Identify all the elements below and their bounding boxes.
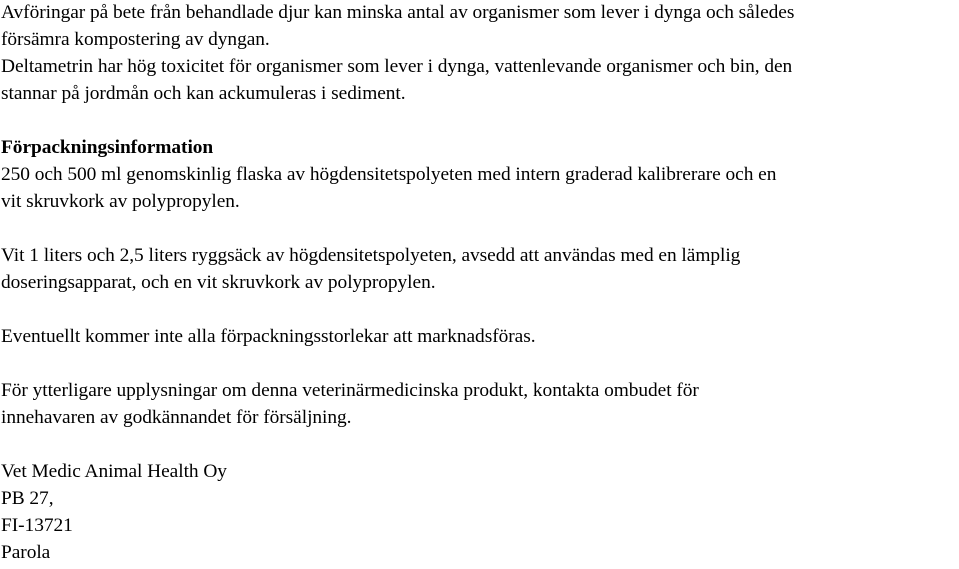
text-line: 250 och 500 ml genomskinlig flaska av högdensitetspolyeten med intern graderad kalibrerare och en — [1, 164, 777, 185]
spacer — [1, 296, 957, 323]
packaging-section — [1, 134, 957, 215]
address-po-box: PB 27, — [1, 488, 54, 509]
environment-paragraph — [1, 0, 957, 107]
packaging-heading: Förpackningsinformation — [1, 137, 214, 158]
address-postal-code: FI-13721 — [1, 515, 73, 536]
text-line: För ytterligare upplysningar om denna veterinärmedicinska produkt, kontakta ombudet för — [1, 380, 699, 401]
text-line: Avföringar på bete från behandlade djur kan minska antal av organismer som lever i dynga och således — [1, 2, 795, 23]
sizes-paragraph — [1, 323, 957, 350]
document-page — [1, 0, 957, 566]
backpack-paragraph — [1, 242, 957, 296]
text-line: stannar på jordmån och kan ackumuleras i sediment. — [1, 83, 406, 104]
spacer — [1, 107, 957, 134]
address-city: Parola — [1, 542, 51, 563]
company-name: Vet Medic Animal Health Oy — [1, 461, 227, 482]
text-line: försämra kompostering av dyngan. — [1, 29, 270, 50]
text-line: Eventuellt kommer inte alla förpackningsstorlekar att marknadsföras. — [1, 326, 536, 347]
text-line: vit skruvkork av polypropylen. — [1, 191, 240, 212]
text-line: Vit 1 liters och 2,5 liters ryggsäck av högdensitetspolyeten, avsedd att användas med en lämplig — [1, 245, 741, 266]
contact-paragraph — [1, 377, 957, 431]
address-block — [1, 458, 957, 566]
text-line: innehavaren av godkännandet för försäljning. — [1, 407, 352, 428]
spacer — [1, 350, 957, 377]
spacer — [1, 431, 957, 458]
spacer — [1, 215, 957, 242]
text-line: Deltametrin har hög toxicitet för organismer som lever i dynga, vattenlevande organismer och bin, den — [1, 56, 793, 77]
text-line: doseringsapparat, och en vit skruvkork av polypropylen. — [1, 272, 436, 293]
